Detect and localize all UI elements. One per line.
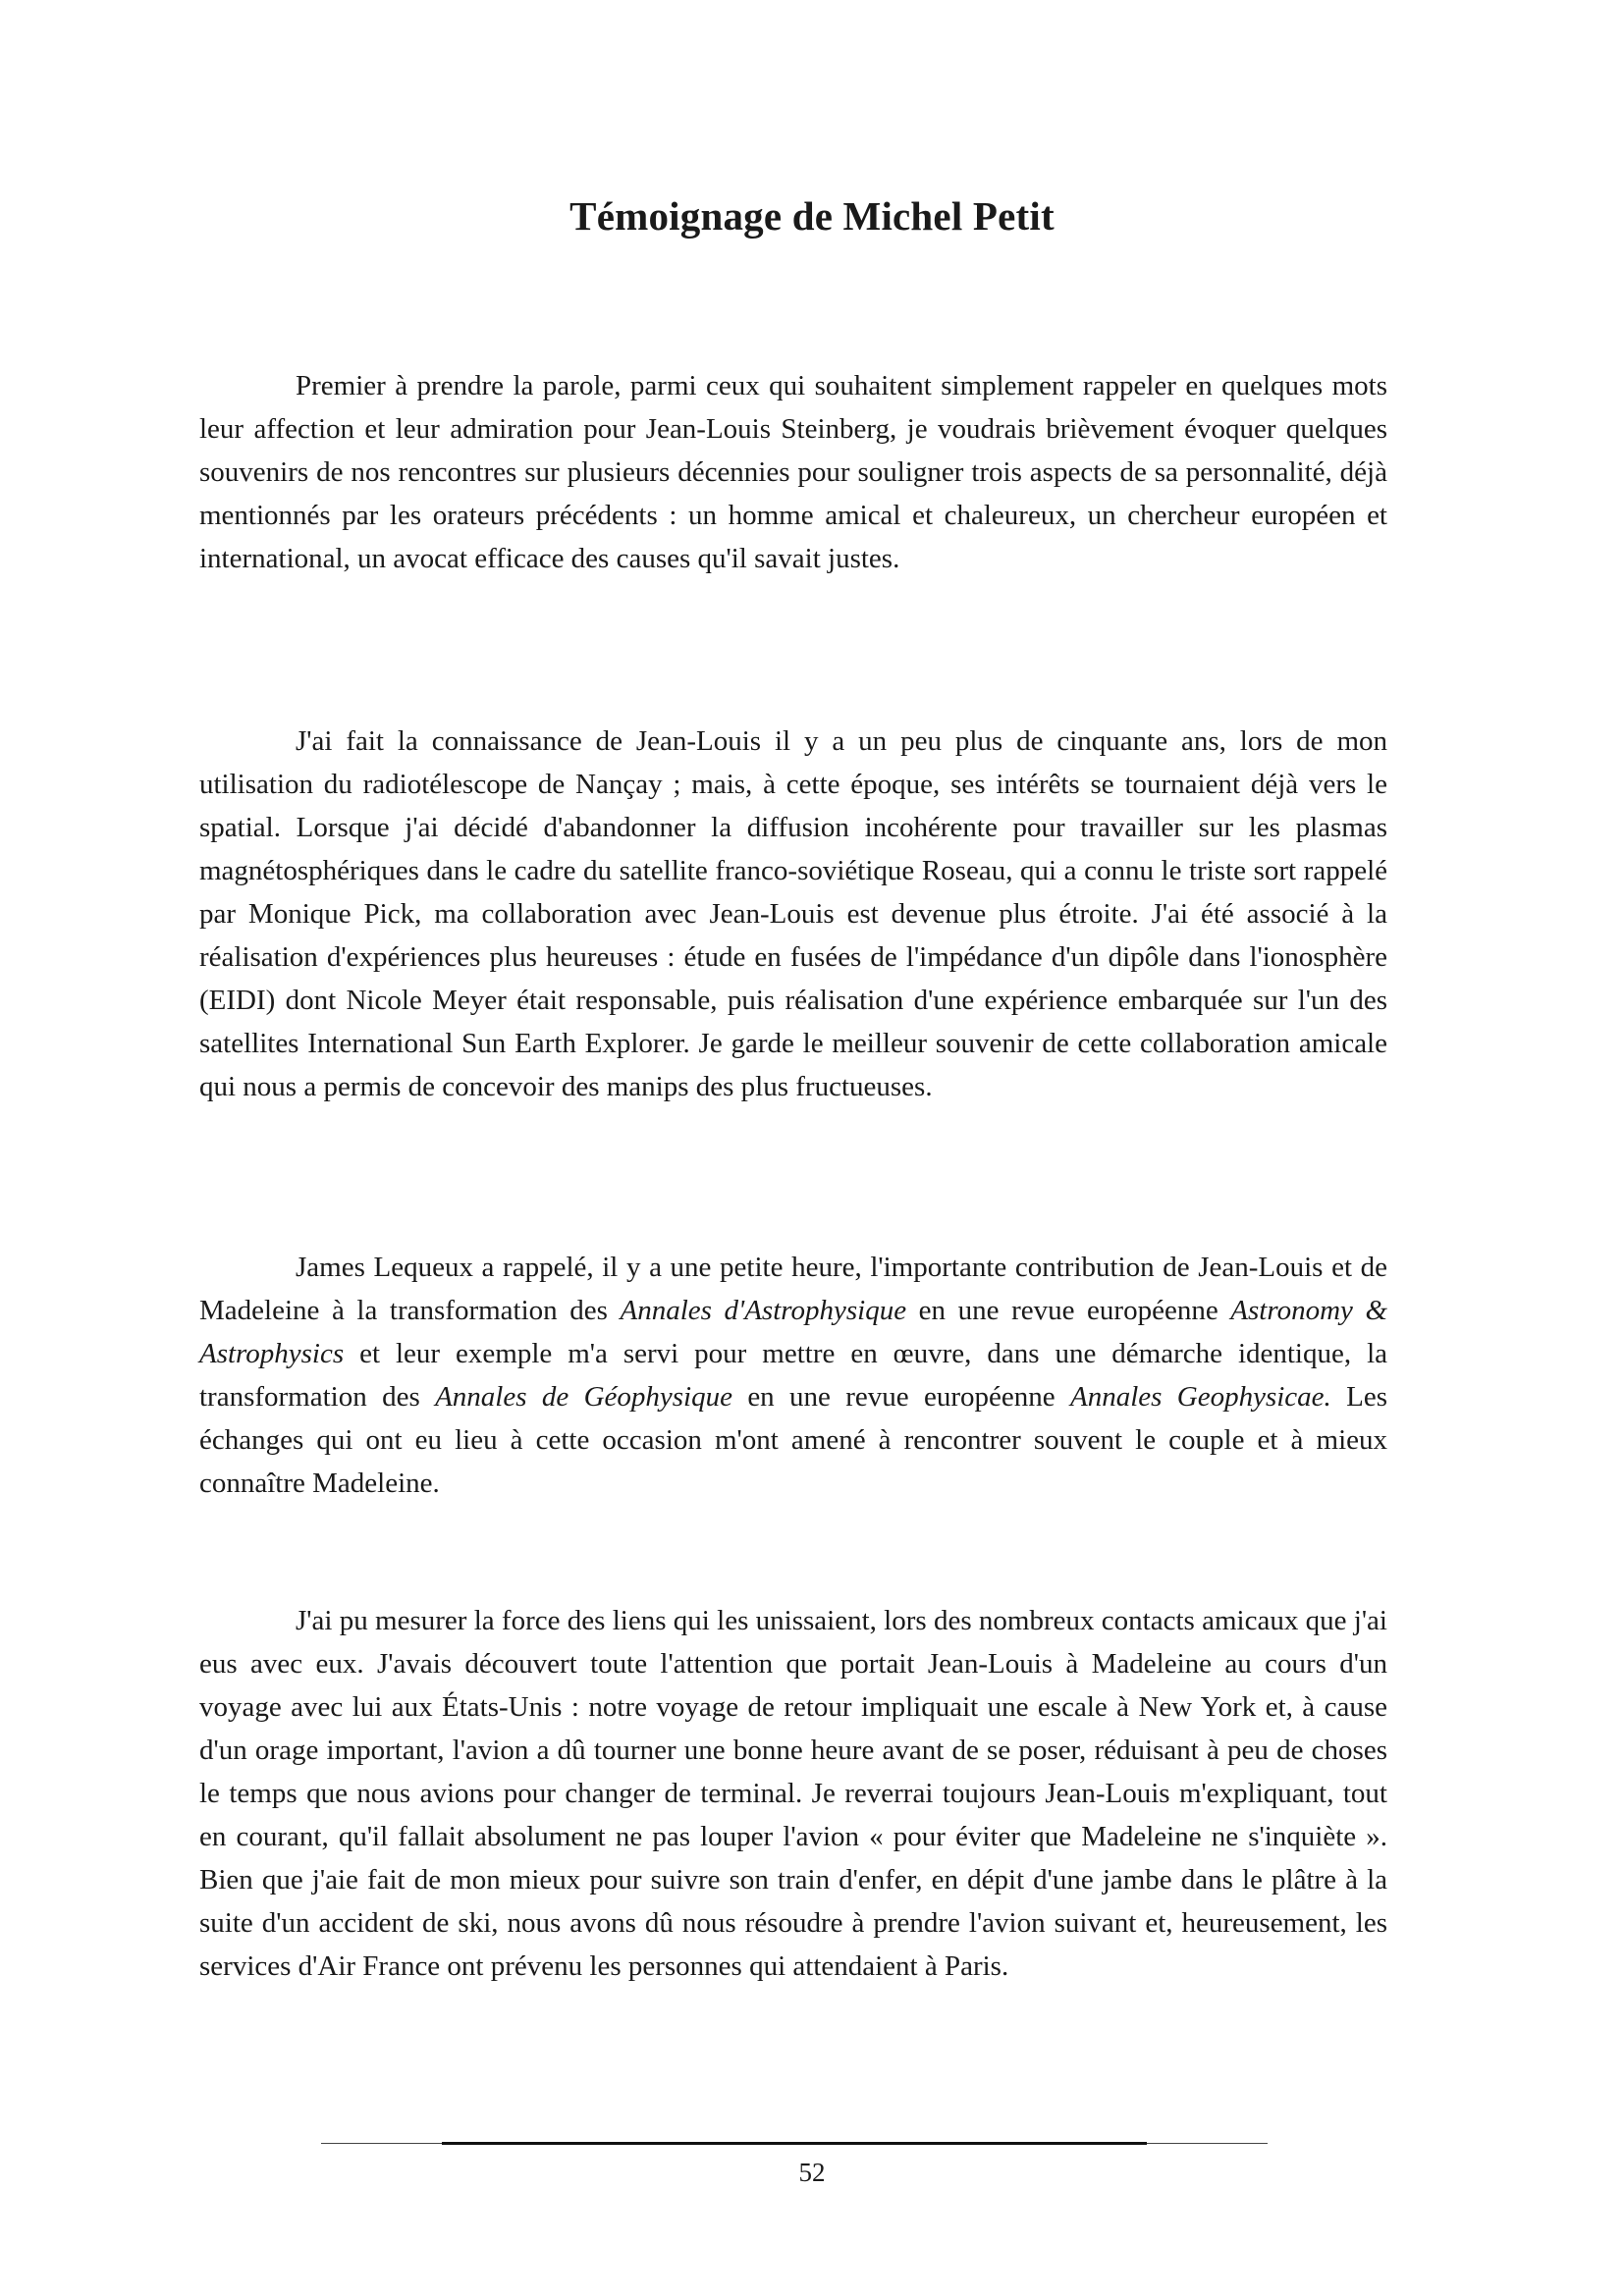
- paragraph-1: Premier à prendre la parole, parmi ceux qui souhaitent simplement rappeler en quelques mots leur affection et leur admiration pour Jean-Louis Steinberg, je voudrais brièvement évoquer quelques souvenirs de nos rencontres sur plusieurs décennies pour souligner trois aspects de sa personnalité, déjà mentionnés par les orateurs précédents : un homme amical et chaleureux, un chercheur européen et international, un avocat efficace des causes qu'il savait justes.: [199, 370, 1387, 574]
- page-title: Témoignage de Michel Petit: [569, 193, 1055, 239]
- paragraph-3: [199, 1246, 1387, 1505]
- page-number: 52: [798, 2158, 826, 2187]
- journal-title-annales-astrophysique: Annales d'Astrophysique: [620, 1295, 907, 1326]
- paragraph-2: J'ai fait la connaissance de Jean-Louis il y a un peu plus de cinquante ans, lors de mon utilisation du radiotélescope de Nançay ; mais, à cette époque, ses intérêts se tournaient déjà vers le spatial. Lorsque j'ai décidé d'abandonner la diffusion incohérente pour travailler sur les plasmas magnétosphériques dans le cadre du satellite franco-soviétique Roseau, qui a connu le triste sort rappelé par Monique Pick, ma collaboration avec Jean-Louis est devenue plus étroite. J'ai été associé à la réalisation d'expériences plus heureuses : étude en fusées de l'impédance d'un dipôle dans l'ionosphère (EIDI) dont Nicole Meyer était responsable, puis réalisation d'une expérience embarquée sur l'un des satellites International Sun Earth Explorer. Je garde le meilleur souvenir de cette collaboration amicale qui nous a permis de concevoir des manips des plus fructueuses.: [199, 725, 1387, 1102]
- journal-title-astronomy-astrophysics: Astronomy & Astrophysics: [199, 1295, 1388, 1369]
- paragraph-3-text: en une revue européenne: [731, 1381, 1070, 1413]
- footer-divider-accent: [442, 2142, 1147, 2145]
- journal-title-annales-geophysicae: Annales Geophysicae.: [1069, 1381, 1331, 1413]
- journal-title-annales-geophysique: Annales de Géophysique: [435, 1381, 732, 1413]
- paragraph-4: J'ai pu mesurer la force des liens qui les unissaient, lors des nombreux contacts amicaux que j'ai eus avec eux. J'avais découvert toute l'attention que portait Jean-Louis à Madeleine au cours d'un voyage avec lui aux États-Unis : notre voyage de retour impliquait une escale à New York et, à cause d'un orage important, l'avion a dû tourner une bonne heure avant de se poser, réduisant à peu de choses le temps que nous avions pour changer de terminal. Je reverrai toujours Jean-Louis m'expliquant, tout en courant, qu'il fallait absolument ne pas louper l'avion « pour éviter que Madeleine ne s'inquiète ». Bien que j'aie fait de mon mieux pour suivre son train d'enfer, en dépit d'une jambe dans le plâtre à la suite d'un accident de ski, nous avons dû nous résoudre à prendre l'avion suivant et, heureusement, les services d'Air France ont prévenu les personnes qui attendaient à Paris.: [199, 1605, 1387, 1982]
- paragraph-3-text: James Lequeux a rappelé, il y a une petite heure, l'importante contribution de Jean-Louis et de Madeleine à la transformation des: [199, 1252, 1387, 1326]
- paragraph-3-text: Les échanges qui ont eu lieu à cette occasion m'ont amené à rencontrer souvent le couple et à mieux connaître Madeleine.: [199, 1381, 1387, 1499]
- paragraph-3-text: en une revue européenne: [906, 1295, 1231, 1326]
- paragraph-3-text: et leur exemple m'a servi pour mettre en œuvre, dans une démarche identique, la transformation des: [199, 1338, 1387, 1413]
